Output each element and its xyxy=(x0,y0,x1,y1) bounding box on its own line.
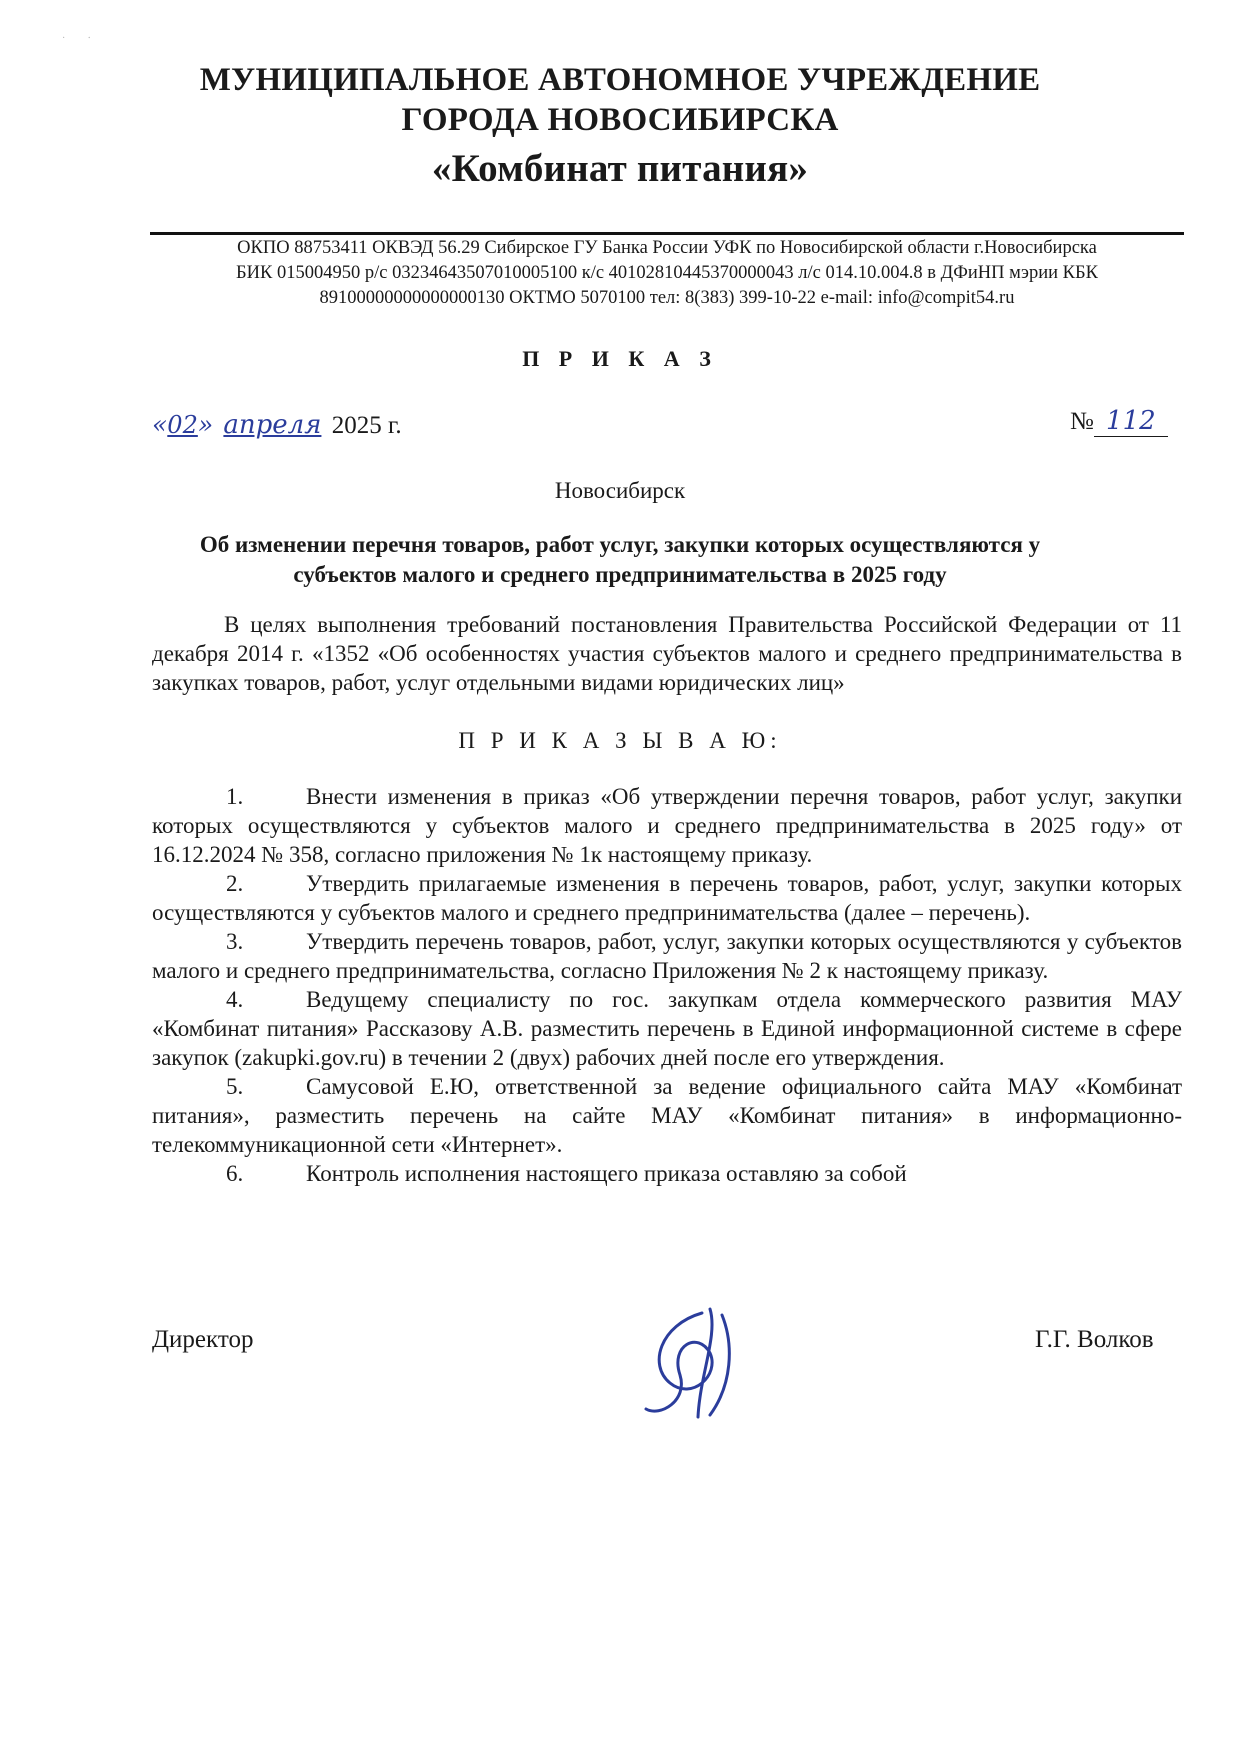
date-open-quote: « xyxy=(152,410,168,439)
requisites-line: ОКПО 88753411 ОКВЭД 56.29 Сибирское ГУ Банка России УФК по Новосибирской области г.Новосибирска xyxy=(237,238,1097,258)
item-text: Ведущему специалисту по гос. закупкам отдела коммерческого развития МАУ «Комбинат питания» Рассказову А.В. разместить перечень в Единой информационной системе в сфере закупок (zakupki.gov.ru) в течении 2 (двух) рабочих дней после его утверждения. xyxy=(152,987,1182,1070)
item-text: Утвердить прилагаемые изменения в перечень товаров, работ, услуг, закупки которых осуществляются у субъектов малого и среднего предпринимательства (далее – перечень). xyxy=(152,871,1182,925)
item-text: Самусовой Е.Ю, ответственной за ведение официального сайта МАУ «Комбинат питания», разместить перечень на сайте МАУ «Комбинат питания» в информационно-телекоммуникационной сети «Интернет». xyxy=(152,1074,1182,1157)
list-item xyxy=(152,1072,1182,1159)
document-type: П Р И К А З xyxy=(522,346,718,371)
header-divider xyxy=(150,232,1184,235)
requisites-line: 89100000000000000130 ОКТМО 5070100 тел: 8(383) 399-10-22 e-mail: info@compit54.ru xyxy=(319,288,1015,308)
item-number: 3. xyxy=(226,929,244,954)
item-text: Контроль исполнения настоящего приказа оставляю за собой xyxy=(306,1161,907,1186)
item-number: 2. xyxy=(226,871,244,896)
handwritten-signature xyxy=(640,1305,750,1425)
date-close-quote: » xyxy=(197,410,214,439)
order-items xyxy=(152,782,1182,1188)
preamble: В целях выполнения требований постановления Правительства Российской Федерации от 11 декабря 2014 г. «1352 «Об особенностях участия субъектов малого и среднего предпринимательства в закупках товаров, работ, услуг отдельными видами юридических лиц» xyxy=(152,612,1182,695)
item-number: 5. xyxy=(226,1074,244,1099)
list-item xyxy=(152,782,1182,869)
org-requisites xyxy=(150,236,1184,311)
order-date xyxy=(152,410,402,440)
signatory-role: Директор xyxy=(152,1326,254,1353)
number-value: 112 xyxy=(1094,406,1168,437)
requisites-line: БИК 015004950 р/с 03234643507010005100 к/с 40102810445370000043 л/с 014.10.004.8 в ДФиНП мэрии КБК xyxy=(236,263,1098,283)
list-item xyxy=(152,869,1182,927)
list-item xyxy=(152,985,1182,1072)
number-sign: № xyxy=(1070,408,1094,435)
date-day: 02 xyxy=(167,411,198,439)
signatory-name: Г.Г. Волков xyxy=(1035,1326,1154,1353)
order-number xyxy=(1070,406,1185,437)
org-name-line2: ГОРОДА НОВОСИБИРСКА xyxy=(401,102,839,138)
item-number: 1. xyxy=(226,784,244,809)
list-item xyxy=(152,1159,1182,1188)
city: Новосибирск xyxy=(554,478,686,503)
order-word: П Р И К А З Ы В А Ю: xyxy=(458,728,782,753)
date-month: апреля xyxy=(223,410,322,440)
item-text: Утвердить перечень товаров, работ, услуг, закупки которых осуществляются у субъектов малого и среднего предпринимательства, согласно Приложения № 2 к настоящему приказу. xyxy=(152,929,1182,983)
item-number: 6. xyxy=(226,1161,244,1186)
item-text: Внести изменения в приказ «Об утверждении перечня товаров, работ услуг, закупки которых осуществляются у субъектов малого и среднего предпринимательства в 2025 году» от 16.12.2024 № 358, согласно приложения № 1к настоящему приказу. xyxy=(152,784,1182,867)
org-name-line1: МУНИЦИПАЛЬНОЕ АВТОНОМНОЕ УЧРЕЖДЕНИЕ xyxy=(199,62,1041,98)
org-name-line3: «Комбинат питания» xyxy=(431,147,809,190)
item-number: 4. xyxy=(226,987,244,1012)
list-item xyxy=(152,927,1182,985)
order-title: Об изменении перечня товаров, работ услуг, закупки которых осуществляются у субъектов малого и среднего предпринимательства в 2025 году xyxy=(199,532,1041,587)
scan-artifact: · ⸱ xyxy=(62,33,91,44)
date-year: 2025 г. xyxy=(331,412,402,439)
